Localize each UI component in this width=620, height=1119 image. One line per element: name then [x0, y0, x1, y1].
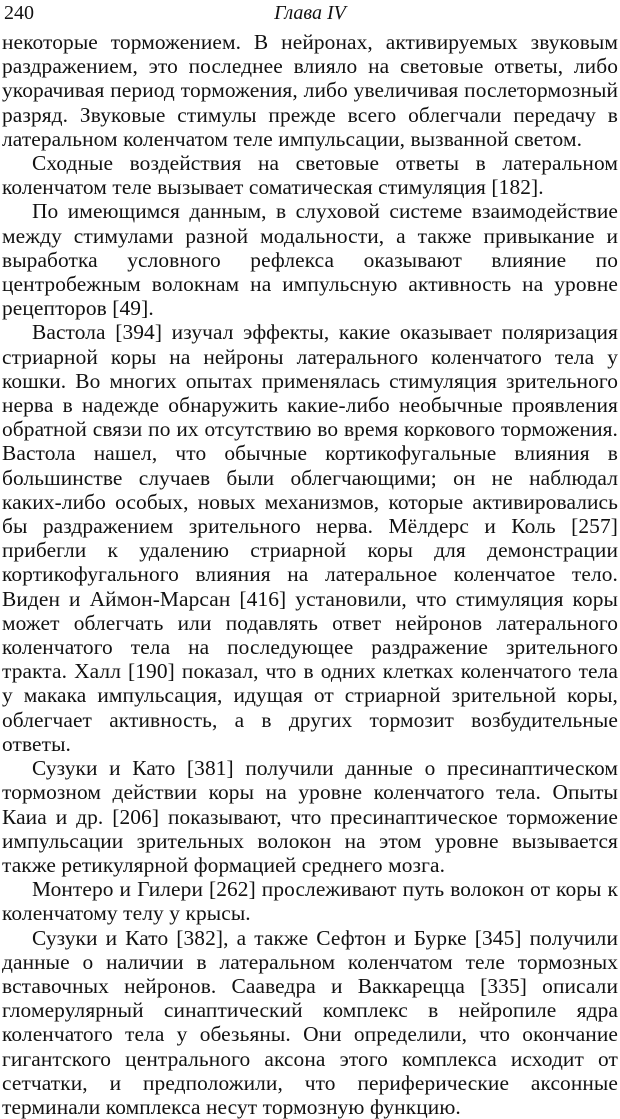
paragraph-continued: некоторые торможением. В нейронах, активируемых звуковым раздражением, это последнее влияло на световые ответы, либо укорачивая период торможения, либо увеличивая послетормозный разряд. Звуковые стимулы прежде всего облегчали передачу в латеральном коленчатом теле импульсации, вызванной светом. [2, 30, 618, 151]
paragraph: Сузуки и Като [382], а также Сефтон и Бурке [345] получили данные о наличии в латеральном коленчатом теле тормозных вставочных нейронов. Сааведра и Ваккарецца [335] описали гломерулярный синаптический комплекс в нейропиле ядра коленчатого тела у обезьяны. Они определили, что окончание гигантского центрального аксона этого комплекса исходит от сетчатки, и предположили, что периферические аксонные терминали комплекса несут тормозную функцию. [2, 925, 618, 1119]
paragraph: По имеющимся данным, в слуховой системе взаимодействие между стимулами разной модальности, а также привыкание и выработка условного рефлекса оказывают влияние по центробежным волокнам на импульсную активность на уровне рецепторов [49]. [2, 199, 618, 321]
running-head [2, 0, 618, 30]
paragraph: Сходные воздействия на световые ответы в латеральном коленчатом теле вызывает соматическая стимуляция [182]. [2, 151, 618, 200]
paragraph: Монтеро и Гилери [262] прослеживают путь волокон от коры к коленчатому телу у крысы. [2, 877, 618, 926]
chapter-title: Глава IV [274, 2, 346, 24]
body-text [2, 30, 618, 1119]
paragraph: Сузуки и Като [381] получили данные о пресинаптическом тормозном действии коры на уровне коленчатого тела. Опыты Каиа и др. [206] показывают, что пресинаптическое торможение импульсации зрительных волокон на этом уровне вызывается также ретикулярной формацией среднего мозга. [2, 756, 618, 877]
paragraph: Вастола [394] изучал эффекты, какие оказывает поляризация стриарной коры на нейроны латерального коленчатого тела у кошки. Во многих опытах применялась стимуляция зрительного нерва в надежде обнаружить какие-либо необычные проявления обратной связи по их отсутствию во время коркового торможения. Вастола нашел, что обычные кортикофугальные влияния в большинстве случаев были облегчающими; он не наблюдал каких-либо особых, новых механизмов, которые активировались бы раздражением зрительного нерва. Мёлдерс и Коль [257] прибегли к удалению стриарной коры для демонстрации кортикофугального влияния на латеральное коленчатое тело. Виден и Аймон-Марсан [416] установили, что стимуляция коры может облегчать или подавлять ответ нейронов латерального коленчатого тела на последующее раздражение зрительного тракта. Халл [190] показал, что в одних клетках коленчатого тела у макака импульсация, идущая от стриарной зрительной коры, облегчает активность, а в других тормозит возбудительные ответы. [2, 320, 618, 756]
page-number: 240 [4, 2, 34, 24]
